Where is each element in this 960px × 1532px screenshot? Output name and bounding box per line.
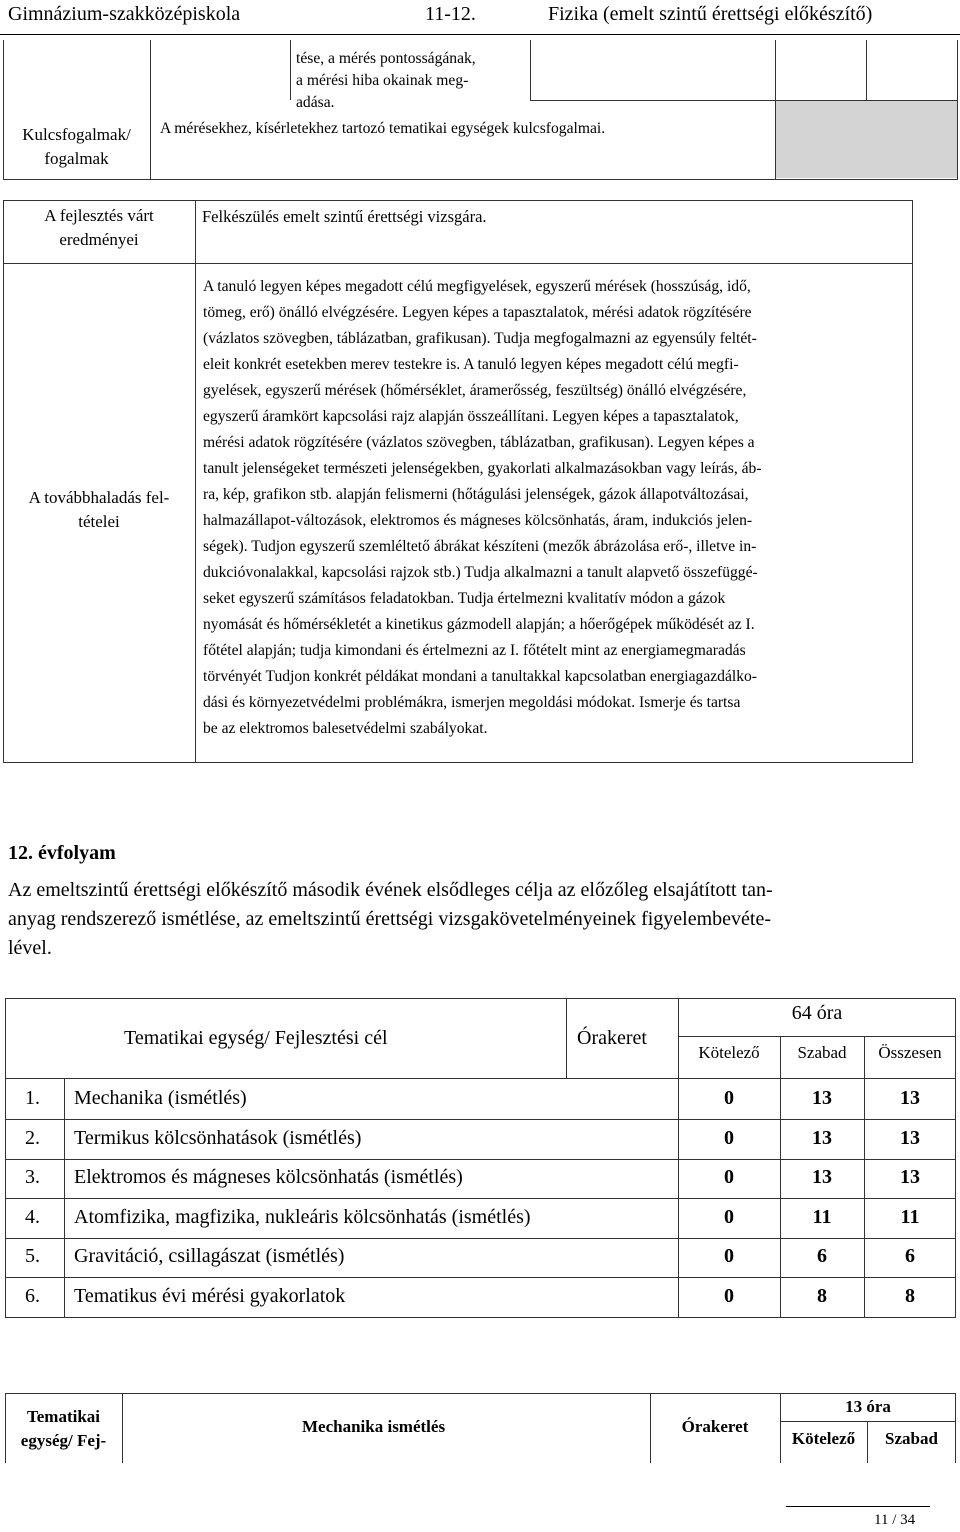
col-free-header: Szabad [797, 1043, 847, 1062]
col-hours-header: Órakeret [577, 1027, 647, 1049]
kulcsfogalmak-text: A mérésekhez, kísérletekhez tartozó tematikai egységek kulcsfogalmai. [160, 120, 606, 137]
top-cell-text: tése, a mérés pontosságának, a mérési hiba okainak meg- adása. [296, 50, 476, 111]
header-school: Gimnázium-szakközépiskola [8, 3, 241, 25]
unit-label: Tematikai egység/ Fej- [20, 1407, 107, 1450]
section-paragraph: Az emeltszintű érettségi előkészítő második évének elsődleges célja az előzőleg elsajátított tan- anyag rendszerező ismétlése, az emeltszintű érettségi vizsgakövetelményeinek figyelembevéte- lével. [8, 879, 773, 959]
page-number: 11 / 34 [874, 1512, 916, 1528]
col-topic-header: Tematikai egység/ Fejlesztési cél [124, 1027, 388, 1049]
header-subject: Fizika (emelt szintű érettségi előkészítő) [548, 3, 873, 25]
unit-hours-label: Órakeret [681, 1417, 749, 1436]
section-title: 12. évfolyam [8, 842, 116, 864]
grey-cell [775, 100, 958, 178]
footer-rule [786, 1506, 930, 1507]
tovabbhaladas-label: A továbbhaladás fel- tételei [28, 488, 170, 531]
fejlesztes-label: A fejlesztés várt eredményei [44, 206, 154, 249]
kulcsfogalmak-label: Kulcsfogalmak/ fogalmak [22, 125, 131, 168]
unit-topic: Mechanika ismétlés [302, 1417, 446, 1436]
unit-free: Szabad [885, 1429, 938, 1448]
col-total-header: Összesen [878, 1043, 942, 1062]
unit-total: 13 óra [845, 1397, 891, 1416]
header-rule [0, 34, 960, 35]
tovabbhaladas-text: A tanuló legyen képes megadott célú megfigyelések, egyszerű mérések (hosszúság, idő, tömeg, erő) önálló elvégzésére. Legyen képes a tapasztalatok, mérési adatok rögzítésére (vázlatos szövegben, táblázatban, grafikusan). Tudja megfogalmazni az egyensúly feltét- eleit konkrét esetekben merev testekre is. A tanuló legyen képes megadott célú megfi- gyelések, egyszerű mérések (hőmérséklet, áramerősség, feszültség) önálló elvégzésére, egyszerű áramkört kapcsolási rajz alapján összeállítani. Legyen képes a tapasztalatok, mérési adatok rögzítésére (vázlatos szövegben, táblázatban, grafikusan). Legyen képes a tanult jelenségeket természeti jelenségekben, gyakorlati alkalmazásokban vagy leírás, áb- ra, kép, grafikon stb. alapján felismerni (hőtágulási jelenségek, gázok állapotváltozásai, halmazállapot-változások, elektromos és mágneses kölcsönhatás, áram, indukciós jelen- ségek). Tudjon egyszerű szemléltető ábrákat készíteni (mezők ábrázolása erő-, illetve in- dukcióvonalakkal, kapcsolási rajzok stb.) Tudja alkalmazni a tanult alapvető összefüggé- seket egyszerű számításos feladatokban. Tudja értelmezni kvalitatív módon a gázok nyomását és hőmérsékletét a kinetikus gázmodell alapján; a hőerőgépek működését az I. főtétel alapján; tudja kimondani és értelmezni az I. főtételt mint az energiamegmaradás törvényét Tudjon konkrét példákat mondani a tanultakkal kapcsolatban energiagazdálko- dási és környezetvédelmi problémákra, ismerjen megoldási módokat. Ismerje és tartsa be az elektromos balesetvédelmi szabályokat. [203, 278, 762, 737]
fejlesztes-text: Felkészülés emelt szintű érettségi vizsgára. [202, 207, 487, 226]
header-grades: 11-12. [425, 3, 476, 25]
total-hours: 64 óra [791, 1002, 843, 1024]
unit-required: Kötelező [791, 1429, 856, 1448]
col-required-header: Kötelező [698, 1043, 760, 1062]
